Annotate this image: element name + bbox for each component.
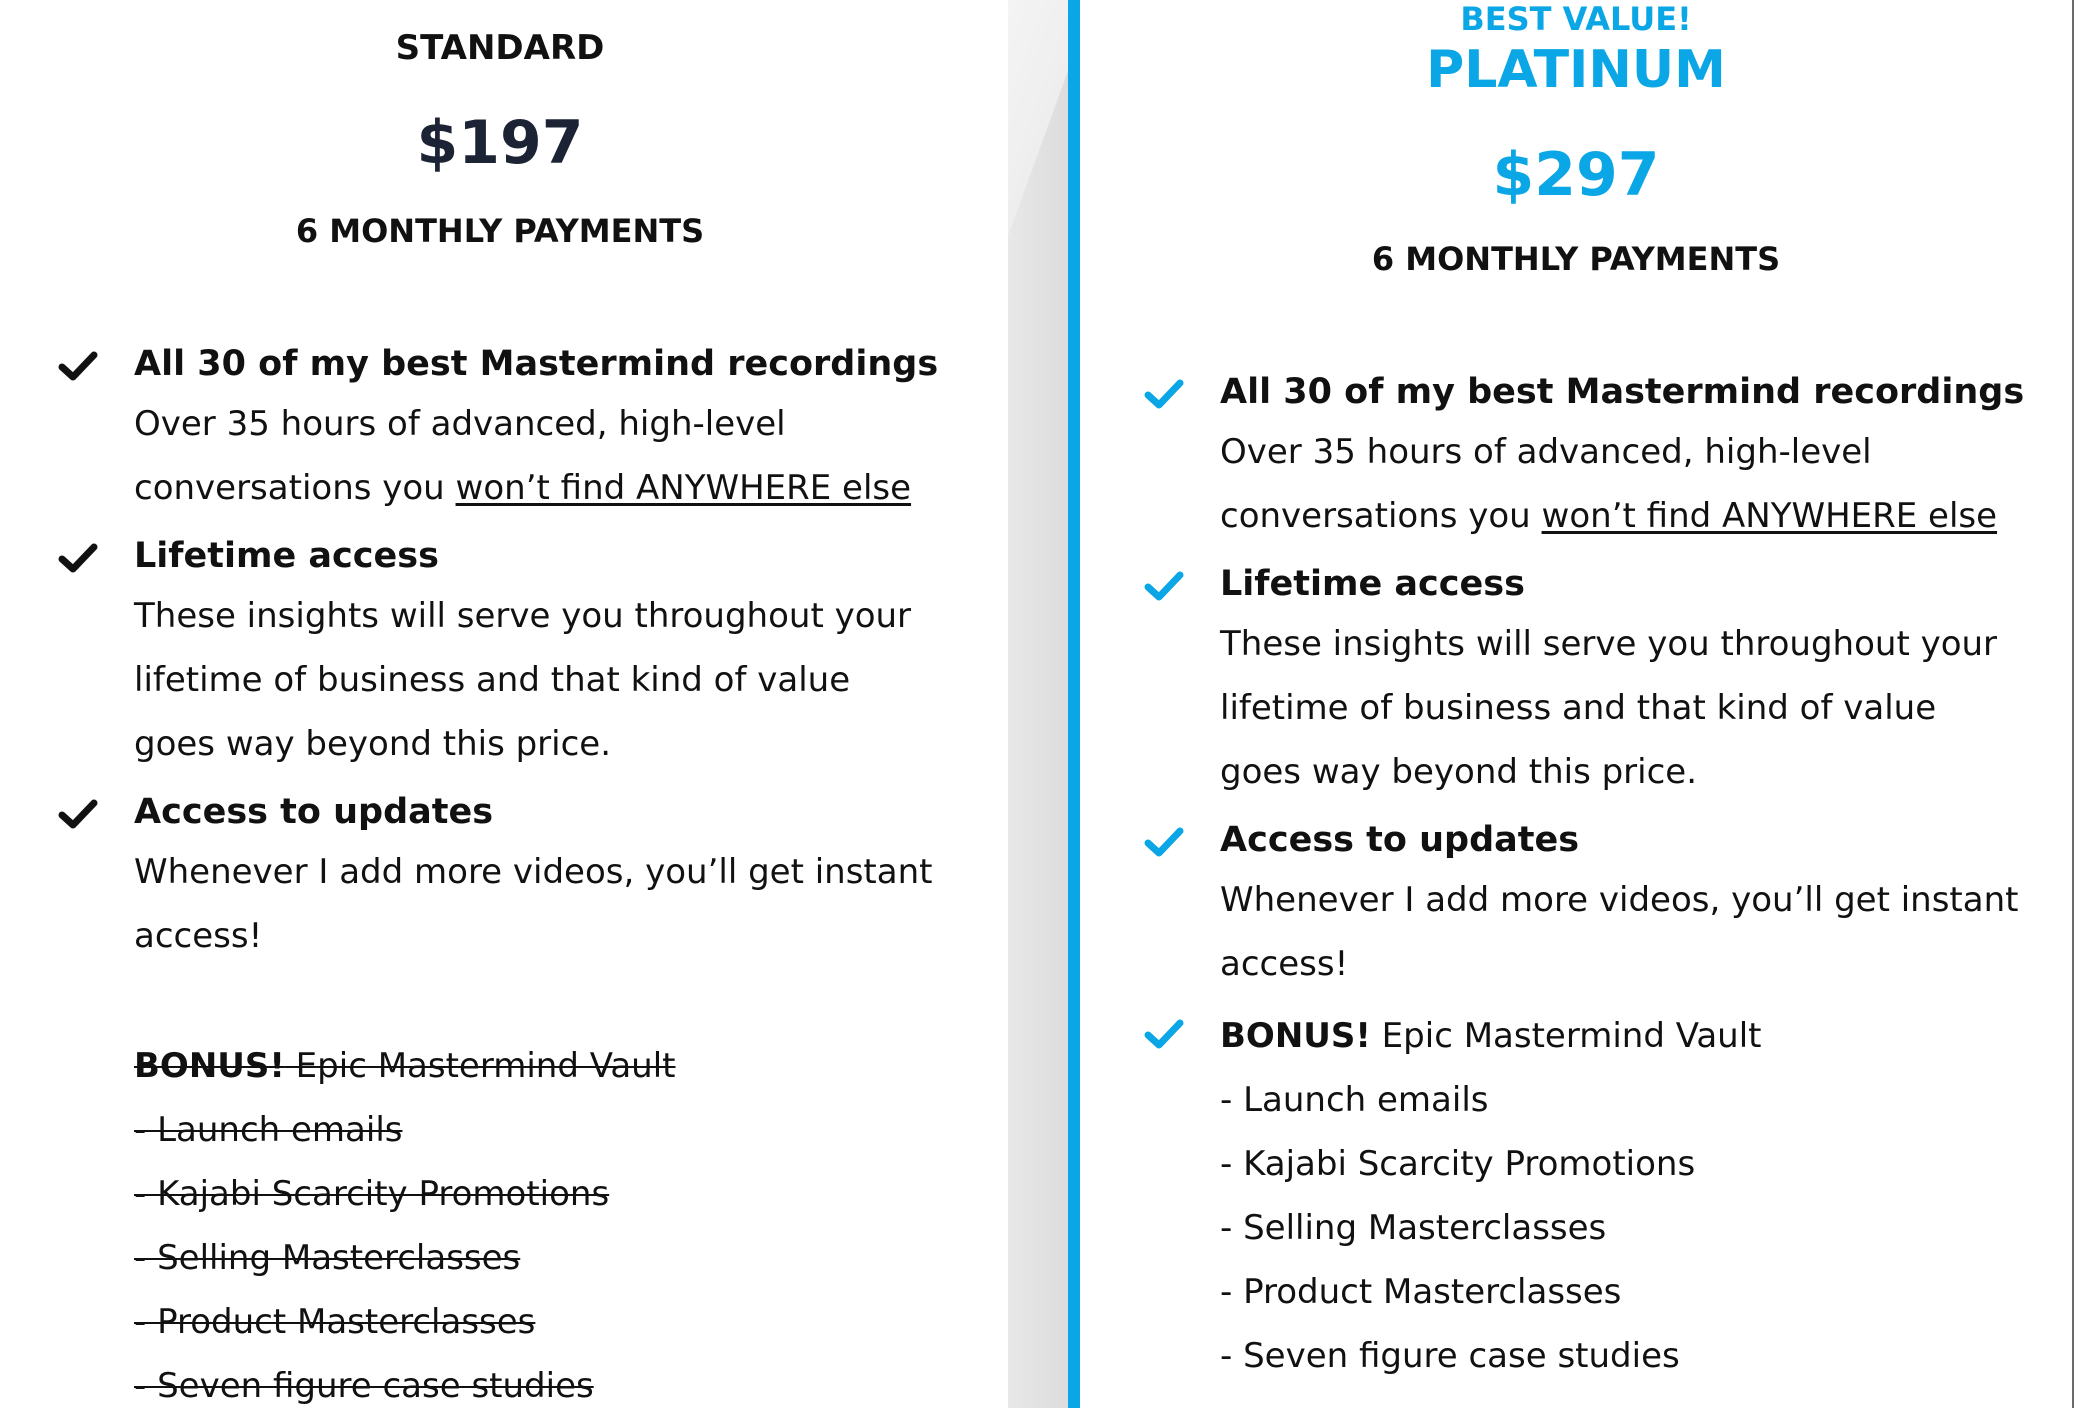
feature-item	[1140, 364, 2040, 548]
bonus-title: Epic Mastermind Vault	[1370, 1016, 1762, 1056]
bonus-label: BONUS!	[134, 1046, 285, 1086]
feature-list	[1140, 364, 2040, 1396]
feature-title: Access to updates	[1220, 820, 1580, 860]
bonus-item: - Selling Masterclasses	[1220, 1208, 1607, 1248]
bonus-item: - Kajabi Scarcity Promotions	[134, 1174, 610, 1214]
feature-item	[54, 528, 954, 776]
bonus-item: - Seven figure case studies	[1220, 1336, 1680, 1376]
feature-title: All 30 of my best Mastermind recordings	[1220, 372, 2025, 412]
plan-title: PLATINUM	[1426, 40, 1726, 100]
plan-payments: 6 MONTHLY PAYMENTS	[295, 212, 705, 250]
feature-description-text: Over 35 hours of advanced, high-level conversations you	[1220, 432, 1872, 536]
bonus-item: - Launch emails	[1220, 1080, 1489, 1120]
bonus-item: - Product Masterclasses	[134, 1302, 536, 1342]
divider-shine	[1008, 0, 1068, 260]
check-icon	[1144, 1014, 1184, 1054]
feature-list	[54, 336, 954, 976]
feature-description-emphasis: won’t find ANYWHERE else	[1541, 496, 1998, 536]
feature-title: Access to updates	[134, 792, 494, 832]
plan-price: $197	[416, 108, 584, 178]
plan-title: STANDARD	[395, 28, 605, 68]
feature-description: Whenever I add more videos, you’ll get instant access!	[1220, 880, 2019, 984]
bonus-title: Epic Mastermind Vault	[284, 1046, 676, 1086]
bonus-label: BONUS!	[1220, 1016, 1371, 1056]
feature-description: These insights will serve you throughout your lifetime of business and that kind of value goes way beyond this price.	[134, 596, 912, 764]
card-divider	[1008, 0, 1068, 1408]
feature-title: All 30 of my best Mastermind recordings	[134, 344, 939, 384]
feature-item	[1140, 556, 2040, 804]
bonus-item: - Seven figure case studies	[134, 1366, 594, 1406]
feature-description	[134, 392, 934, 520]
check-icon	[1144, 566, 1184, 606]
feature-item	[54, 336, 954, 520]
feature-description: These insights will serve you throughout your lifetime of business and that kind of value goes way beyond this price.	[1220, 624, 1998, 792]
bonus-item: - Kajabi Scarcity Promotions	[1220, 1144, 1696, 1184]
bonus-block	[1140, 1004, 2040, 1388]
feature-title: Lifetime access	[1220, 564, 1525, 604]
feature-description	[1220, 420, 2020, 548]
plan-price: $297	[1492, 140, 1660, 210]
best-value-badge: BEST VALUE!	[1460, 0, 1692, 38]
platinum-accent-bar	[1068, 0, 1080, 1408]
check-icon	[58, 346, 98, 386]
feature-item	[54, 784, 954, 968]
bonus-content	[1220, 1004, 2040, 1388]
feature-description-text: Over 35 hours of advanced, high-level conversations you	[134, 404, 786, 508]
bonus-block-unavailable	[134, 1034, 676, 1418]
bonus-heading	[1220, 1004, 2040, 1068]
standard-plan-card	[0, 0, 1000, 1408]
check-icon	[1144, 374, 1184, 414]
bonus-item: - Launch emails	[134, 1110, 403, 1150]
platinum-plan-card	[1080, 0, 2072, 1408]
feature-description-emphasis: won’t find ANYWHERE else	[455, 468, 912, 508]
feature-description: Whenever I add more videos, you’ll get instant access!	[134, 852, 933, 956]
plan-payments: 6 MONTHLY PAYMENTS	[1371, 240, 1781, 278]
feature-title: Lifetime access	[134, 536, 439, 576]
check-icon	[58, 794, 98, 834]
check-icon	[1144, 822, 1184, 862]
bonus-item: - Product Masterclasses	[1220, 1272, 1622, 1312]
feature-item	[1140, 812, 2040, 996]
check-icon	[58, 538, 98, 578]
bonus-item: - Selling Masterclasses	[134, 1238, 521, 1278]
bonus-heading	[134, 1034, 676, 1098]
